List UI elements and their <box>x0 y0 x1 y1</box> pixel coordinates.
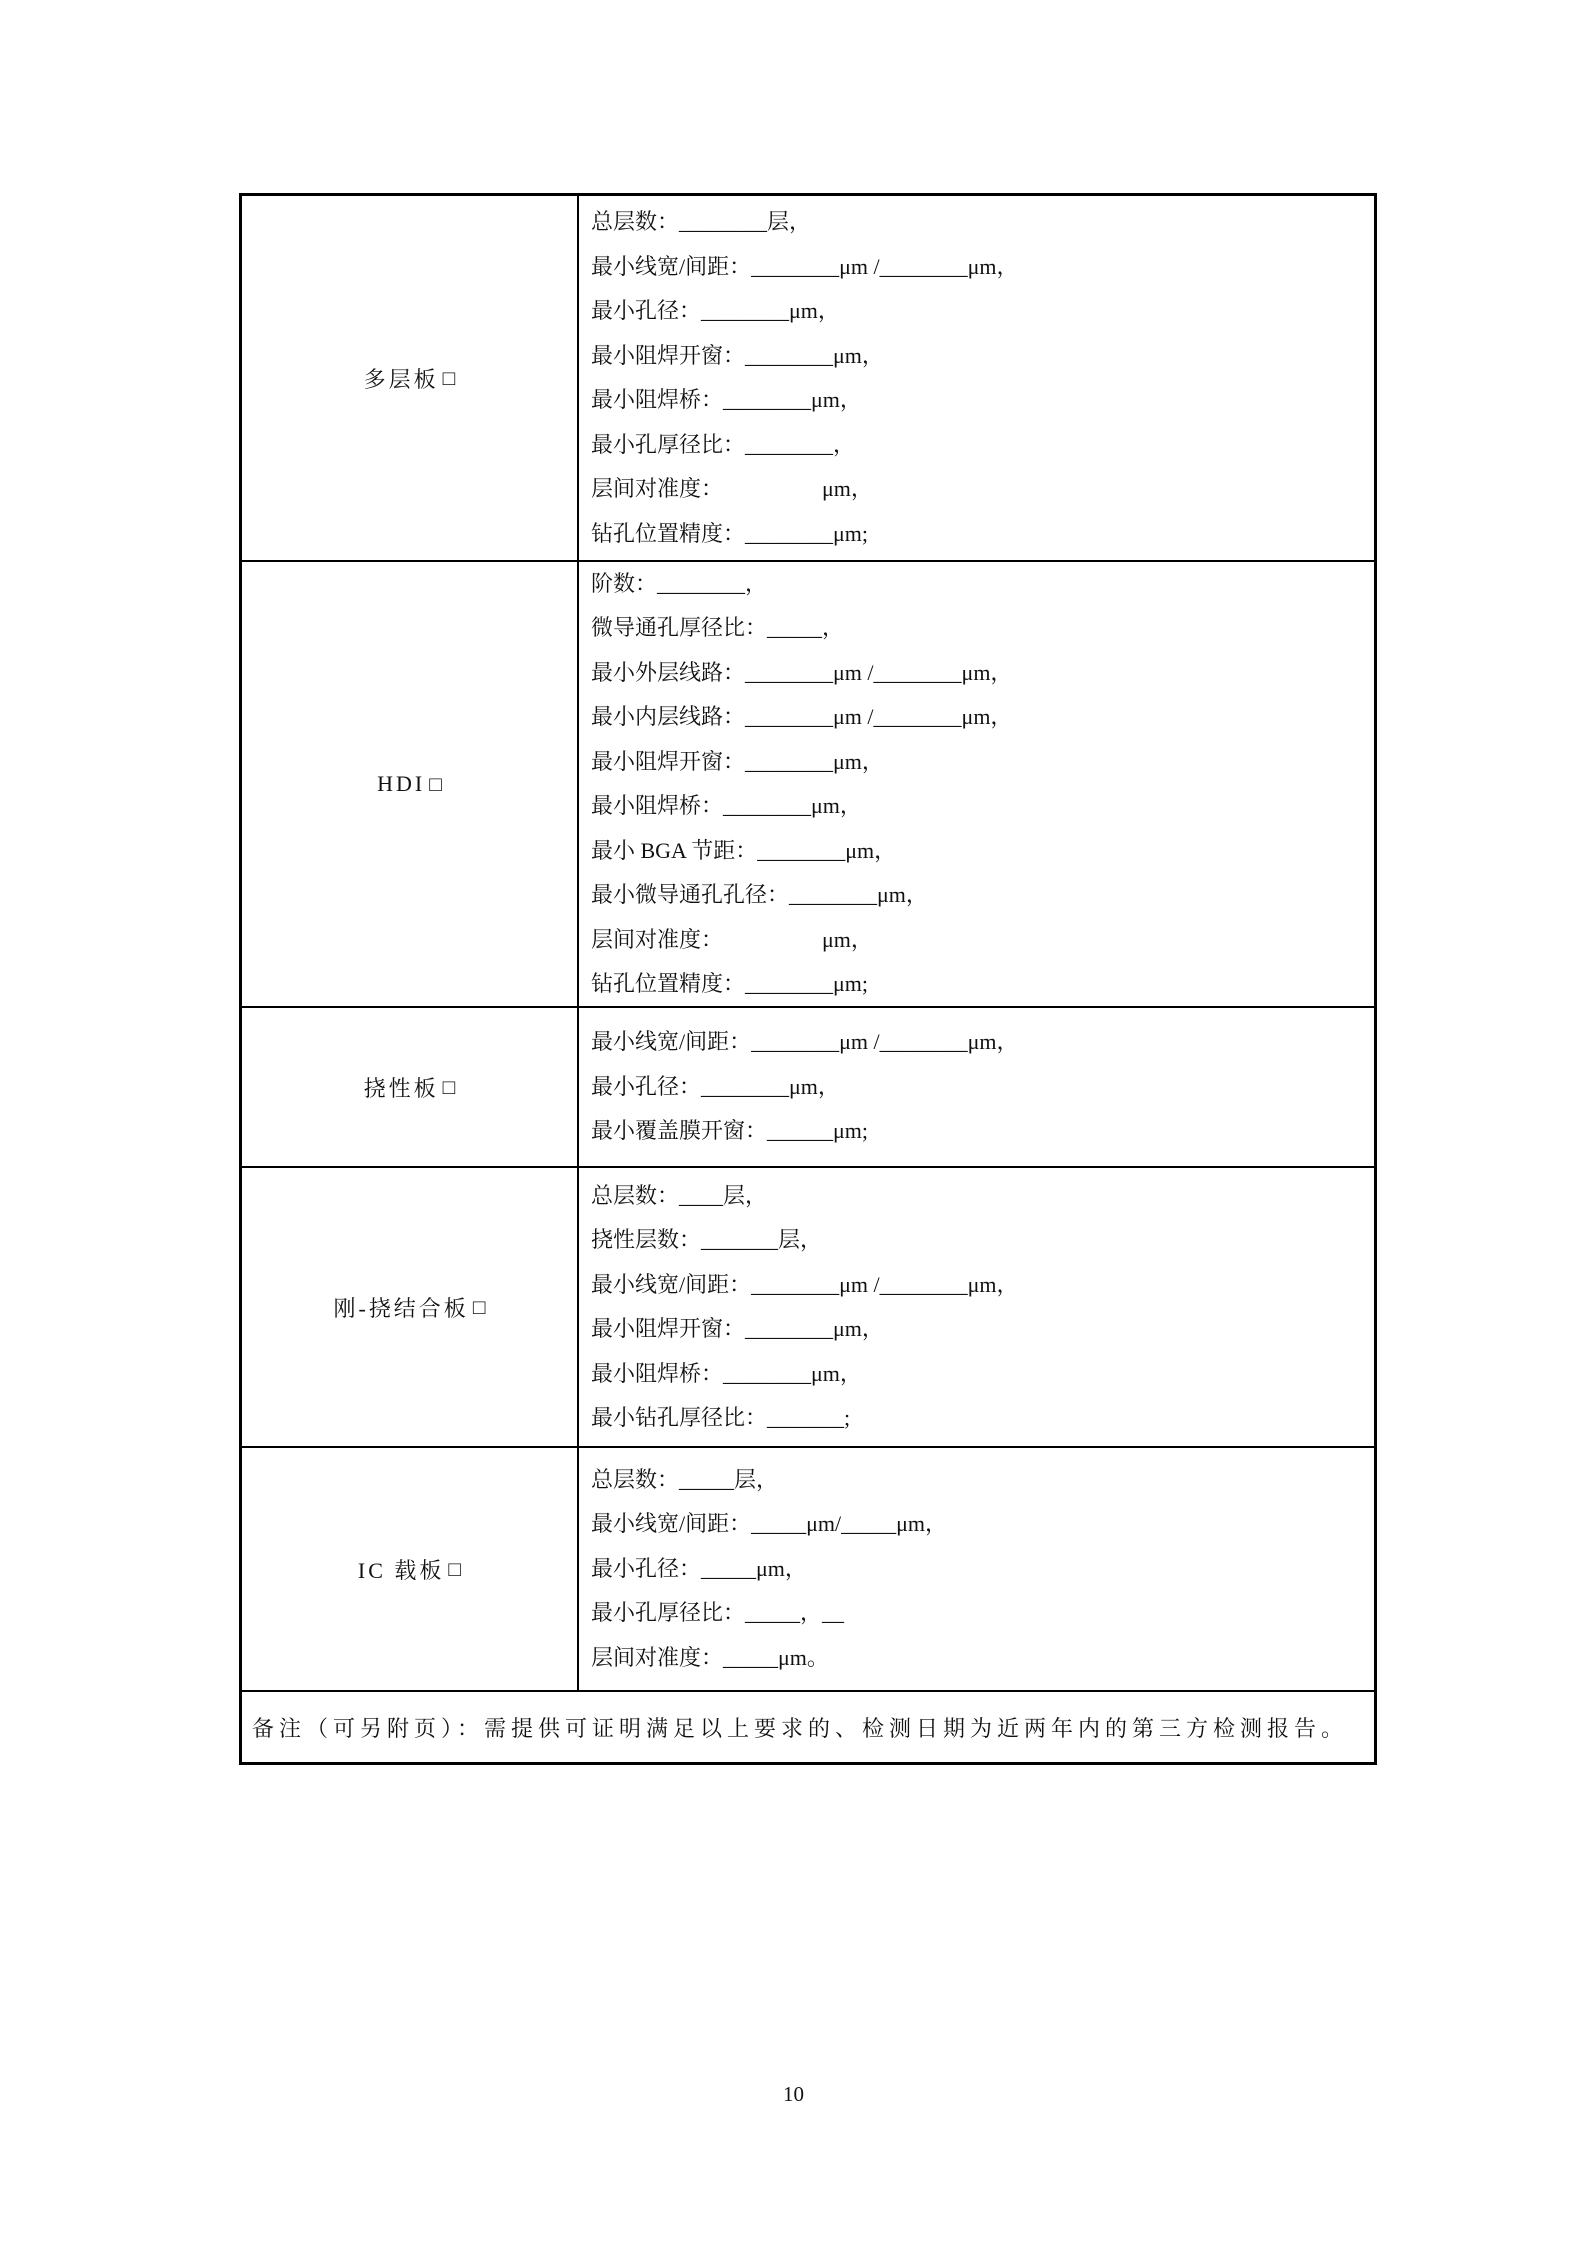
spec-line: 微导通孔厚径比：_____， <box>591 615 845 640</box>
spec-line: 最小线宽/间距：_____μm/_____μm， <box>591 1511 948 1537</box>
spec-line: 层间对准度：_____μm。 <box>591 1644 829 1670</box>
spec-line: 最小钻孔厚径比：_______; <box>591 1405 851 1430</box>
spec-line: 最小阻焊开窗：________μm， <box>591 1316 884 1341</box>
remark-text: 备注（可另附页）：需提供可证明满足以上要求的、检测日期为近两年内的第三方检测报告。 <box>252 1715 1349 1741</box>
spec-line: 最小孔径：_____μm， <box>591 1555 807 1581</box>
table-row-rigid-flex <box>242 1166 1374 1446</box>
row-content-cell <box>579 1008 1374 1166</box>
row-label-cell <box>242 196 579 560</box>
table-row-ic-substrate <box>242 1446 1374 1690</box>
table-row-hdi <box>242 560 1374 1006</box>
spec-line: 最小孔径：________μm， <box>591 298 840 323</box>
row-label: 挠性板 <box>363 1075 439 1101</box>
spec-line: 最小阻焊开窗：________μm， <box>591 748 884 774</box>
spec-line: 最小孔径：________μm， <box>591 1073 840 1099</box>
row-label: HDI <box>377 771 426 796</box>
row-content-cell <box>579 562 1374 1006</box>
row-label: IC 载板 <box>357 1557 445 1583</box>
spec-line: 最小覆盖膜开窗：______μm; <box>591 1118 869 1144</box>
remark-row <box>242 1690 1374 1762</box>
page-number: 10 <box>783 2082 804 2106</box>
row-label-cell <box>242 1008 579 1166</box>
row-label: 刚-挠结合板 <box>333 1295 469 1321</box>
checkbox-icon[interactable]: □ <box>472 1294 486 1319</box>
spec-line: 钻孔位置精度：________μm; <box>591 520 869 546</box>
row-label-cell <box>242 562 579 1006</box>
checkbox-icon[interactable]: □ <box>429 771 442 796</box>
spec-line: 最小线宽/间距：________μm /________μm， <box>591 1029 1019 1055</box>
spec-line: 最小线宽/间距：________μm /________μm， <box>591 1271 1019 1297</box>
spec-line: 挠性层数：_______层， <box>591 1227 823 1252</box>
spec-line: 最小微导通孔孔径：________μm， <box>591 882 928 907</box>
spec-line: 最小线宽/间距：________μm /________μm， <box>591 253 1019 279</box>
row-label-cell <box>242 1448 579 1690</box>
spec-line: 最小阻焊桥：________μm， <box>591 793 862 818</box>
pcb-capability-table <box>239 193 1377 1765</box>
spec-line: 最小阻焊桥：________μm， <box>591 387 862 412</box>
row-label: 多层板 <box>363 366 439 392</box>
spec-line: 层间对准度： μm， <box>591 476 873 501</box>
spec-line: 最小孔厚径比：_____，__ <box>591 1600 845 1626</box>
spec-line: 总层数：________层， <box>591 209 812 234</box>
row-content-cell <box>579 1168 1374 1446</box>
spec-line: 钻孔位置精度：________μm; <box>591 971 869 996</box>
spec-line: 层间对准度： μm， <box>591 926 873 952</box>
spec-line: 最小阻焊桥：________μm， <box>591 1360 862 1386</box>
spec-line: 阶数：________， <box>591 570 768 596</box>
checkbox-icon[interactable]: □ <box>442 365 456 390</box>
checkbox-icon[interactable]: □ <box>448 1556 462 1581</box>
spec-line: 最小内层线路：________μm /________μm， <box>591 704 1013 729</box>
spec-line: 最小 BGA 节距：________μm， <box>591 837 897 863</box>
table-row-multilayer <box>242 196 1374 560</box>
row-label-cell <box>242 1168 579 1446</box>
spec-line: 总层数：____层， <box>591 1182 768 1208</box>
row-content-cell <box>579 196 1374 560</box>
table-row-flex <box>242 1006 1374 1166</box>
checkbox-icon[interactable]: □ <box>442 1074 456 1099</box>
row-content-cell <box>579 1448 1374 1690</box>
spec-line: 总层数：_____层， <box>591 1466 779 1492</box>
spec-line: 最小外层线路：________μm /________μm， <box>591 659 1013 685</box>
spec-line: 最小阻焊开窗：________μm， <box>591 342 884 368</box>
spec-line: 最小孔厚径比：________， <box>591 431 856 457</box>
